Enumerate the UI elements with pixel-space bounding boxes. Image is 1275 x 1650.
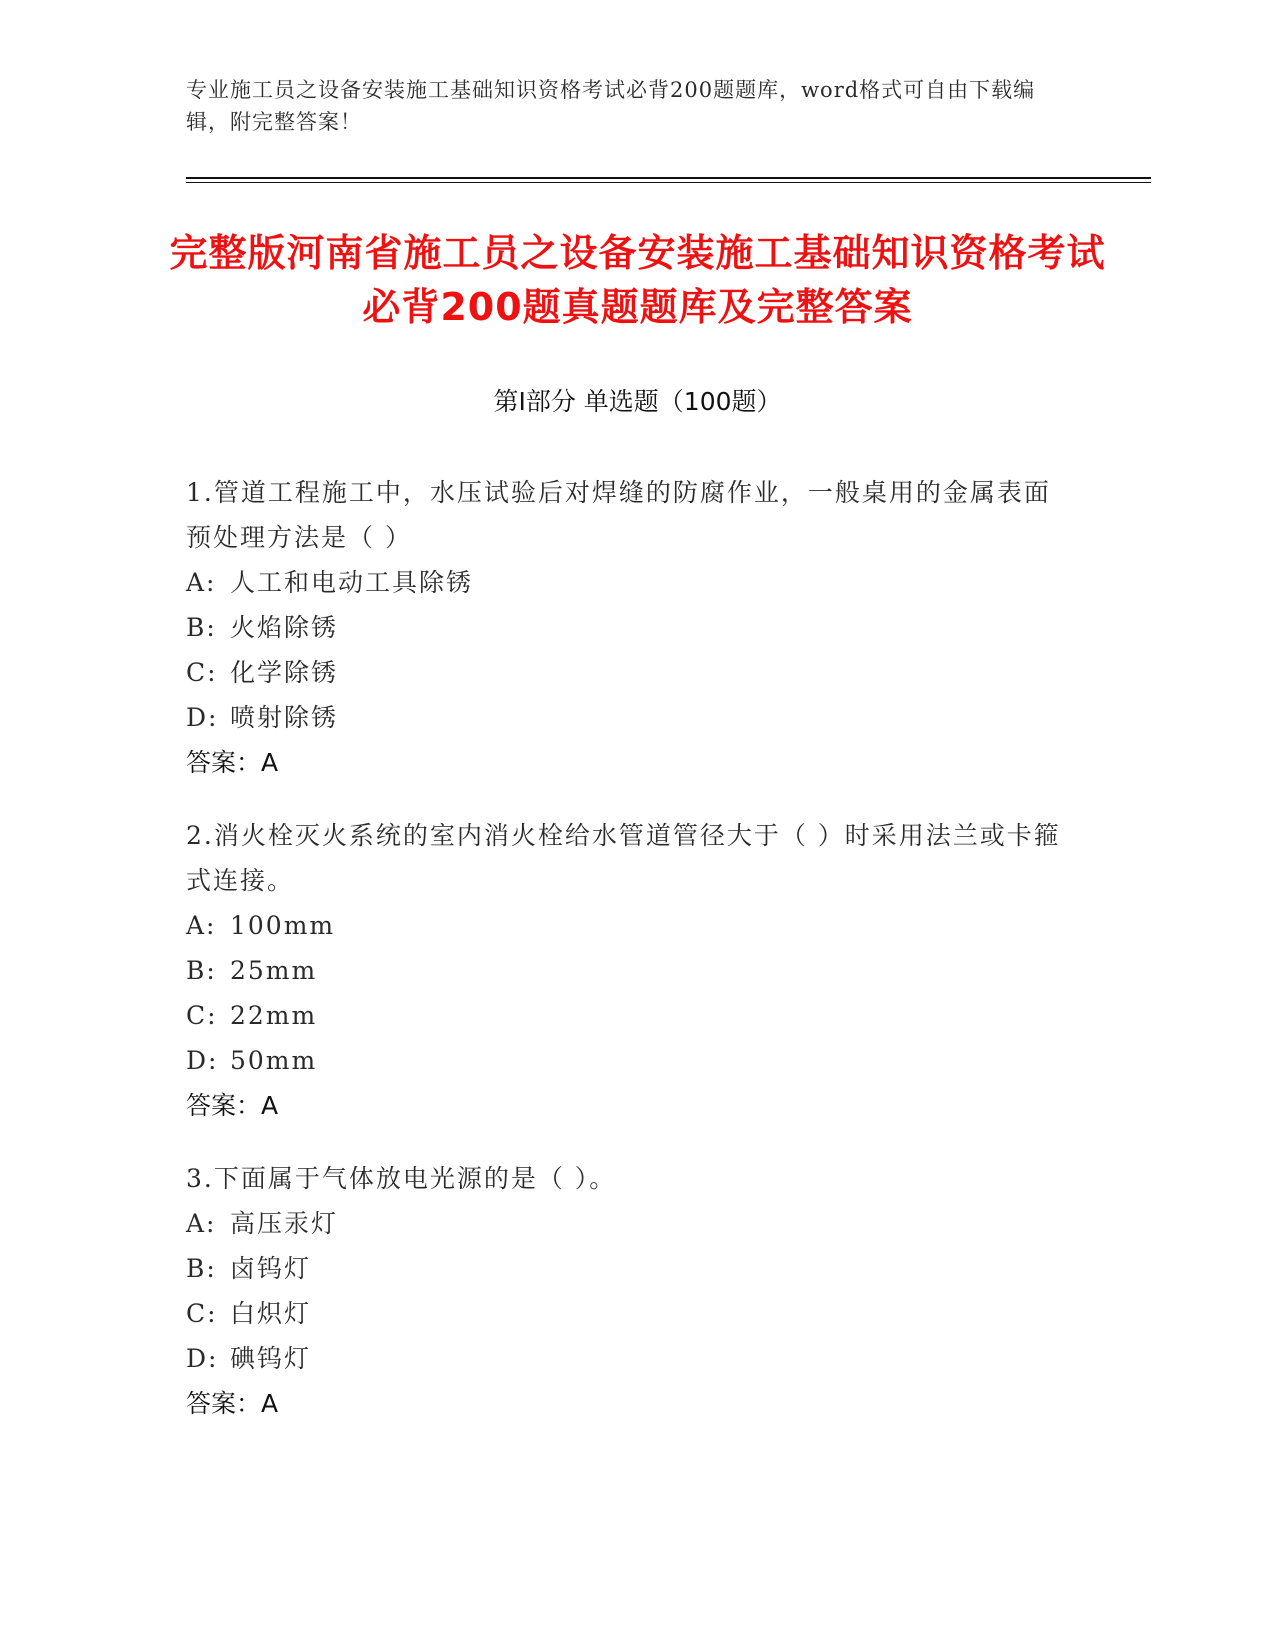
option-letter: D: — [186, 1344, 219, 1373]
option-d — [186, 1336, 1066, 1381]
option-c — [186, 650, 1066, 695]
question-stem: 1.管道工程施工中，水压试验后对焊缝的防腐作业，一般桌用的金属表面预处理方法是（ ） — [186, 478, 1051, 552]
option-letter: C: — [186, 1001, 218, 1030]
answer-line: 答案：A — [186, 1389, 279, 1418]
option-d — [186, 695, 1066, 740]
option-letter: A: — [186, 568, 217, 597]
option-letter: B: — [186, 956, 217, 985]
option-letter: A: — [186, 911, 217, 940]
option-letter: B: — [186, 1254, 217, 1283]
option-letter: B: — [186, 613, 217, 642]
question-stem: 3.下面属于气体放电光源的是（ ）。 — [186, 1164, 617, 1193]
option-text: 化学除锈 — [230, 658, 339, 687]
question-stem: 2.消火栓灭火系统的室内消火栓给水管道管径大于（ ）时采用法兰或卡箍式连接。 — [186, 821, 1061, 895]
option-text: 100mm — [230, 911, 336, 940]
option-a — [186, 1201, 1066, 1246]
question-1 — [186, 470, 1066, 785]
option-c — [186, 993, 1066, 1038]
header-note: 专业施工员之设备安装施工基础知识资格考试必背200题题库，word格式可自由下载编辑，附完整答案！ — [186, 78, 1036, 134]
option-a — [186, 903, 1066, 948]
option-text: 50mm — [230, 1046, 318, 1075]
header-rule-thick — [186, 177, 1151, 179]
option-text: 碘钨灯 — [230, 1344, 312, 1373]
answer-line: 答案：A — [186, 748, 279, 777]
option-text: 白炽灯 — [230, 1299, 312, 1328]
option-b — [186, 948, 1066, 993]
question-2 — [186, 813, 1066, 1128]
option-letter: D: — [186, 1046, 219, 1075]
option-d — [186, 1038, 1066, 1083]
option-b — [186, 605, 1066, 650]
option-text: 喷射除锈 — [230, 703, 339, 732]
option-text: 卤钨灯 — [230, 1254, 312, 1283]
option-letter: D: — [186, 703, 219, 732]
option-text: 25mm — [230, 956, 318, 985]
question-3 — [186, 1156, 1066, 1426]
section-heading: 第I部分 单选题（100题） — [493, 387, 782, 416]
option-b — [186, 1246, 1066, 1291]
answer-line: 答案：A — [186, 1091, 279, 1120]
option-letter: C: — [186, 658, 218, 687]
header-rule-thin — [186, 182, 1151, 183]
option-text: 人工和电动工具除锈 — [230, 568, 474, 597]
option-text: 22mm — [230, 1001, 318, 1030]
document-title: 完整版河南省施工员之设备安装施工基础知识资格考试必背200题真题题库及完整答案 — [169, 231, 1106, 329]
option-letter: C: — [186, 1299, 218, 1328]
option-text: 高压汞灯 — [230, 1209, 339, 1238]
option-text: 火焰除锈 — [230, 613, 339, 642]
option-a — [186, 560, 1066, 605]
option-letter: A: — [186, 1209, 217, 1238]
option-c — [186, 1291, 1066, 1336]
question-list — [186, 470, 1066, 1454]
